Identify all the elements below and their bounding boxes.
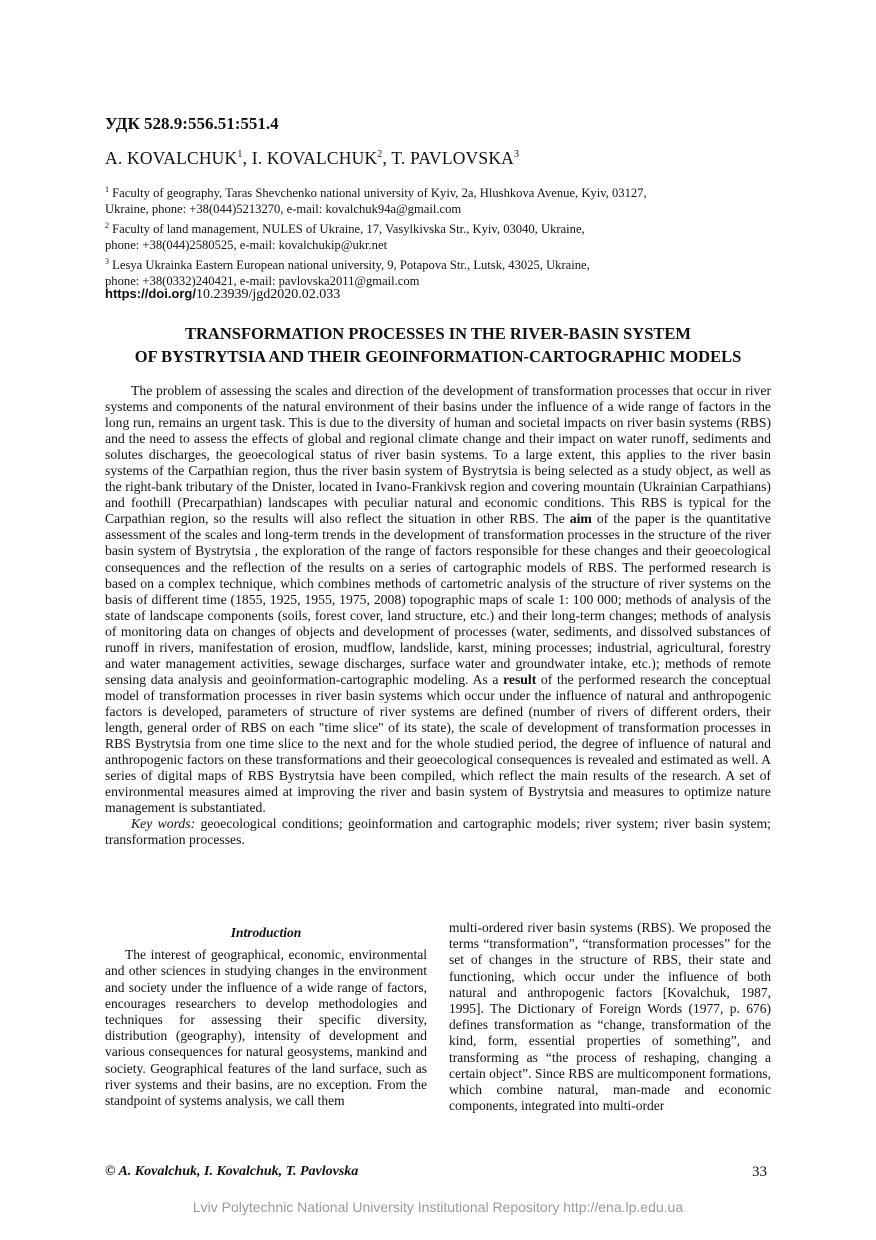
keywords-label: Key words: [131,816,196,832]
affil-line: phone: +38(044)2580525, e-mail: kovalchukip@ukr.net [105,238,388,253]
title-line: TRANSFORMATION PROCESSES IN THE RIVER-BASIN SYSTEM [185,324,691,343]
abstract-bold: aim [569,511,592,527]
affil-line: Lesya Ukrainka Eastern European national university, 9, Potapova Str., Lutsk, 43025, Ukraine, [112,257,590,272]
affil-mark: 1 [105,185,109,194]
title-line: OF BYSTRYTSIA AND THEIR GEOINFORMATION-CARTOGRAPHIC MODELS [134,347,742,366]
affil-line: phone: +38(0332)240421, e-mail: pavlovska2011@gmail.com [105,274,420,289]
body-paragraph: The interest of geographical, economic, environmental and other sciences in studying changes in the environment and society under the influence of a wide range of factors, encourages researchers to develop methodologies and techniques for assessing their specific diversity, distribution (geography), intensity of development and various consequences for natural geosystems, mankind and society. Geographical features of the land surface, such as river systems and their basins, are no exception. From the standpoint of systems analysis, we call them [105,947,427,1109]
paper-title [105,322,771,368]
page-number: 33 [752,1164,767,1180]
affiliation [105,254,785,290]
section-heading: Introduction [230,925,302,940]
affil-line: Faculty of geography, Taras Shevchenko national university of Kyiv, 2a, Hlushkova Avenue, Kyiv, 03127, [112,186,647,201]
abstract-segment: of the performed research the conceptual model of transformation processes in river basin systems which occur under the influence of natural and anthropogenic factors is developed, parameters of structure of river systems are defined (number of rivers of different orders, their length, general order of RBS on each "time slice" of its state), the scale of development of transformation processes in RBS Bystrytsia from one time slice to the next and for the whole studied period, the degree of influence of natural and anthropogenic factors on these transformations and their geoecological consequences is revealed and estimated as well. A series of digital maps of RBS Bystrytsia have been compiled, which reflect the main results of the research. A set of environmental measures aimed at improving the river and basin system of Bystrytsia and measures to optimize nature management is substantiated. [105,671,771,816]
author-name: I. KOVALCHUK [251,148,378,168]
affiliation [105,182,785,218]
affil-line: Faculty of land management, NULES of Ukraine, 17, Vasylkivska Str., Kyiv, 03040, Ukraine, [112,221,585,236]
doi-suffix: 10.23939/jgd2020.02.033 [195,287,341,302]
keywords-text: geoecological conditions; geoinformation and cartographic models; river system; river basin system; transformation processes. [105,816,771,848]
repository-watermark: Lviv Polytechnic National University Institutional Repository http://ena.lp.edu.ua [192,1199,684,1215]
body-paragraph: multi-ordered river basin systems (RBS). We proposed the terms “transformation”, “transformation processes” for the set of changes in the structure of RBS, their state and functioning, which occur under the influence of both natural and anthropogenic factors [Kovalchuk, 1987, 1995]. The Dictionary of Foreign Words (1977, p. 676) defines transformation as “change, transformation of the kind, form, essential properties of something”, and transforming as “the process of reshaping, changing a certain object”. Since RBS are multicomponent formations, which combine natural, man-made and economic components, integrated into multi-order [449,920,771,1114]
left-column [105,925,427,1109]
abstract [105,383,771,848]
author-name: T. PAVLOVSKA [391,148,515,168]
affil-mark: 3 [105,256,109,266]
author-name: A. KOVALCHUK [105,148,238,168]
author-affil-mark: 2 [377,149,383,161]
doi-prefix: https://doi.org/ [105,286,196,301]
abstract-segment: of the paper is the quantitative assessment of the scales and long-term trends in the development of transformation processes in the structure of the river basin system of Bystrytsia , the exploration of the range of factors responsible for these changes and their geoecological consequences and the reflection of the results on a series of cartographic models of RBS. The performed research is based on a complex technique, which combines methods of cartometric analysis of the structure of river systems on the basis of different time (1855, 1925, 1955, 1975, 2008) topographic maps of scale 1: 100 000; methods of analysis of the state of landscape components (soils, forest cover, land structure, etc.) and their long-term changes; methods of analysis of monitoring data on changes of objects and development of processes (water, sediments, and dissolved substances of runoff in rivers, manifestation of erosion, mudflow, landslide, karst, mining processes; industrial, agricultural, forestry and water management activities, sewage discharges, surface water and groundwater intake, etc.); methods of remote sensing data analysis and geoinformation-cartographic modeling. As a [105,511,771,687]
footer-copyright: © A. Kovalchuk, I. Kovalchuk, T. Pavlovska [105,1164,359,1179]
keywords [105,816,771,848]
abstract-text [105,383,771,816]
affiliations [105,182,785,289]
doi-link[interactable] [105,286,340,303]
right-column [449,920,771,1114]
author-affil-mark: 1 [237,149,243,161]
affiliation [105,218,785,254]
affil-line: Ukraine, phone: +38(044)5213270, e-mail: kovalchuk94a@gmail.com [105,202,462,217]
affil-mark: 2 [105,220,109,230]
udk-code: УДК 528.9:556.51:551.4 [105,114,279,133]
author-list: A. KOVALCHUK$^1$, I. KOVALCHUK$^2$, T. PAVLOVSKA$^3$ [105,148,520,168]
author-affil-mark: 3 [514,149,520,161]
abstract-segment: The problem of assessing the scales and direction of the development of transformation processes that occur in river systems and components of the natural environment of their basins under the influence of a wide range of factors in the long run, remains an urgent task. This is due to the diversity of human and societal impacts on river basin systems (RBS) and the need to assess the effects of global and regional climate change and their impact on water runoff, sediments and solutes discharges, the geoecological status of river basin systems. To a large extent, this applies to the river basin systems of the Carpathian region, thus the river basin system of Bystrytsia is being selected as a study object, as well as the right-bank tributary of the Dnister, located in Ivano-Frankivsk region and covering mountain (Ukrainian Carpathians) and foothill (Precarpathian) landscapes with peculiar natural and economic conditions. This RBS is typical for the Carpathian region, so the results will also reflect the situation in other RBS. The [105,383,771,527]
abstract-bold: result [503,671,537,687]
